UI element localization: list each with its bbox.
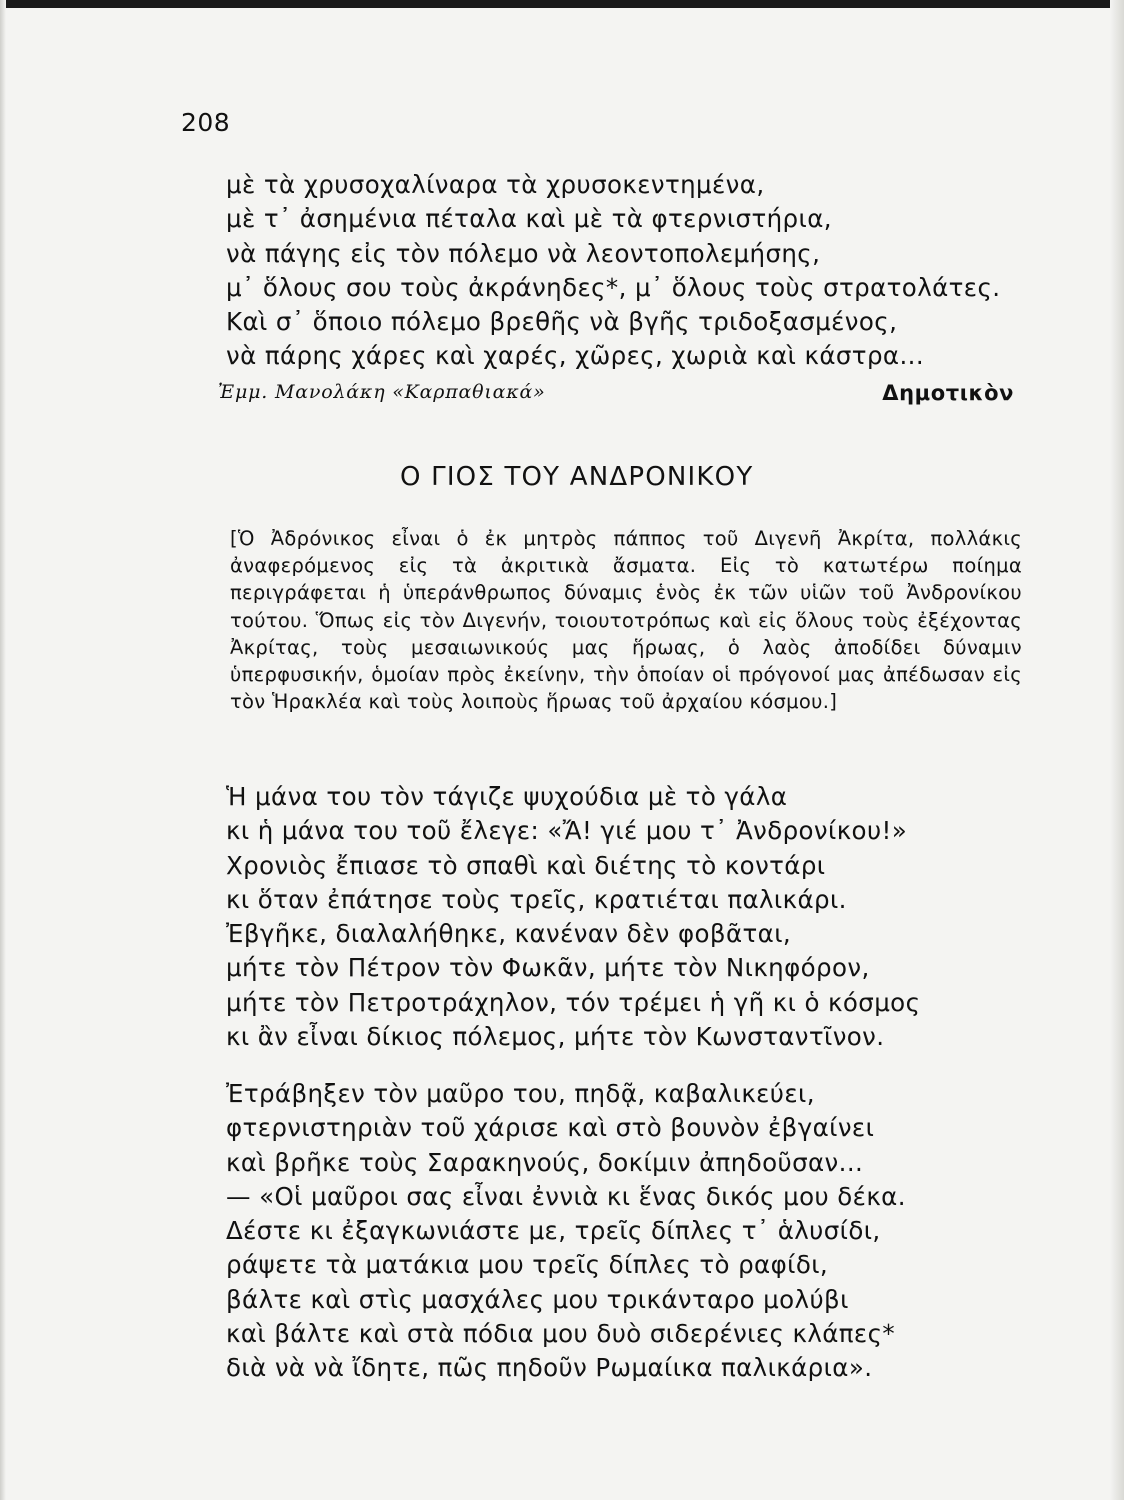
verse-line: μ᾽ ὅλους σου τοὺς ἀκράνηδες*, μ᾽ ὅλους τοὺς στρατολάτες. (226, 272, 1001, 302)
verse-line: κι ἂν εἶναι δίκιος πόλεμος, μήτε τὸν Κωνσταντῖνον. (226, 1022, 885, 1052)
verse-stanza-top (226, 168, 1000, 374)
verse-line: κι ἡ μάνα του τοῦ ἔλεγε: «Ἄ! γιέ μου τ᾽ Ἀνδρονίκου!» (226, 816, 908, 846)
verse-line: Δέστε κι ἐξαγκωνιάστε με, τρεῖς δίπλες τ᾽ ἁλυσίδι, (226, 1216, 881, 1246)
verse-line: μήτε τὸν Πέτρον τὸν Φωκᾶν, μήτε τὸν Νικηφόρον, (226, 953, 870, 983)
verse-line: διὰ νὰ νὰ ἴδητε, πῶς πηδοῦν Ρωμαίικα παλικάρια». (226, 1353, 873, 1383)
verse-stanza-third (226, 1077, 906, 1386)
verse-line: καὶ βάλτε καὶ στὰ πόδια μου δυὸ σιδερένιες κλάπες* (226, 1319, 895, 1349)
verse-stanza-second (226, 780, 920, 1054)
verse-line: μήτε τὸν Πετροτράχηλον, τόν τρέμει ἡ γῆ κι ὁ κόσμος (226, 987, 921, 1017)
page-top-edge (0, 0, 1124, 8)
verse-line: — «Οἱ μαῦροι σας εἶναι ἐννιὰ κι ἕνας δικός μου δέκα. (226, 1181, 906, 1211)
source-citation: Ἐμμ. Μανολάκη «Καρπαθιακά» (218, 381, 546, 403)
poem-title: Ο ΓΙΟΣ ΤΟΥ ΑΝΔΡΟΝΙΚΟΥ (400, 462, 754, 492)
verse-line: ράψετε τὰ ματάκια μου τρεῖς δίπλες τὸ ραφίδι, (226, 1250, 829, 1280)
verse-line: Ἡ μάνα του τὸν τάγιζε ψυχούδια μὲ τὸ γάλα (226, 782, 788, 811)
verse-line: βάλτε καὶ στὶς μασχάλες μου τρικάνταρο μολύβι (226, 1284, 849, 1314)
page-right-shadow (1110, 0, 1124, 1500)
verse-line: νὰ πάγης εἰς τὸν πόλεμο νὰ λεοντοπολεμήσης, (226, 238, 821, 268)
verse-line: Χρονιὸς ἔπιασε τὸ σπαθὶ καὶ διέτης τὸ κοντάρι (226, 850, 826, 880)
source-label: Δημοτικὸν (882, 381, 1014, 405)
verse-line: μὲ τ᾽ ἀσημένια πέταλα καὶ μὲ τὰ φτερνιστήρια, (226, 204, 832, 234)
source-attribution (204, 381, 1014, 409)
page-number: 208 (181, 108, 231, 137)
verse-line: καὶ βρῆκε τοὺς Σαρακηνούς, δοκίμιν ἀπηδοῦσαν... (226, 1147, 864, 1177)
page-left-shadow (0, 0, 6, 1500)
verse-line: Καὶ σ᾽ ὅποιο πόλεμο βρεθῆς νὰ βγῆς τριδοξασμένος, (226, 307, 898, 337)
intro-paragraph: [Ὁ Ἀδρόνικος εἶναι ὁ ἐκ μητρὸς πάππος τοῦ Διγενῆ Ἀκρίτα, πολλάκις ἀναφερόμενος εἰς τὰ ἀκριτικὰ ἄσματα. Εἰς τὸ κατωτέρω ποίημα περιγράφεται ἡ ὑπεράνθρωπος δύναμις ἑνὸς ἐκ τῶν υἱῶν τοῦ Ἀνδρονίκου τούτου. Ὅπως εἰς τὸν Διγενήν, τοιουτοτρόπως καὶ εἰς ὅλους τοὺς ἐξέχοντας Ἀκρίτας, τοὺς μεσαιωνικούς μας ἥρωας, ὁ λαὸς ἀποδίδει δύναμιν ὑπερφυσικήν, ὁμοίαν πρὸς ἐκείνην, τὴν ὁποίαν οἱ πρόγονοί μας ἀπέδωσαν εἰς τὸν Ἡρακλέα καὶ τοὺς λοιποὺς ἥρωας τοῦ ἀρχαίου κόσμου.] (230, 527, 1022, 714)
verse-line: Ἐτράβηξεν τὸν μαῦρο του, πηδᾷ, καβαλικεύει, (226, 1079, 815, 1108)
poem-intro (230, 525, 1022, 715)
verse-line: μὲ τὰ χρυσοχαλίναρα τὰ χρυσοκεντημένα, (226, 170, 765, 199)
verse-line: φτερνιστηριὰν τοῦ χάρισε καὶ στὸ βουνὸν ἐβγαίνει (226, 1113, 875, 1143)
verse-line: νὰ πάρης χάρες καὶ χαρές, χῶρες, χωριὰ καὶ κάστρα... (226, 341, 925, 371)
verse-line: κι ὅταν ἐπάτησε τοὺς τρεῖς, κρατιέται παλικάρι. (226, 884, 847, 914)
verse-line: Ἐβγῆκε, διαλαλήθηκε, κανέναν δὲν φοβᾶται, (226, 919, 792, 949)
